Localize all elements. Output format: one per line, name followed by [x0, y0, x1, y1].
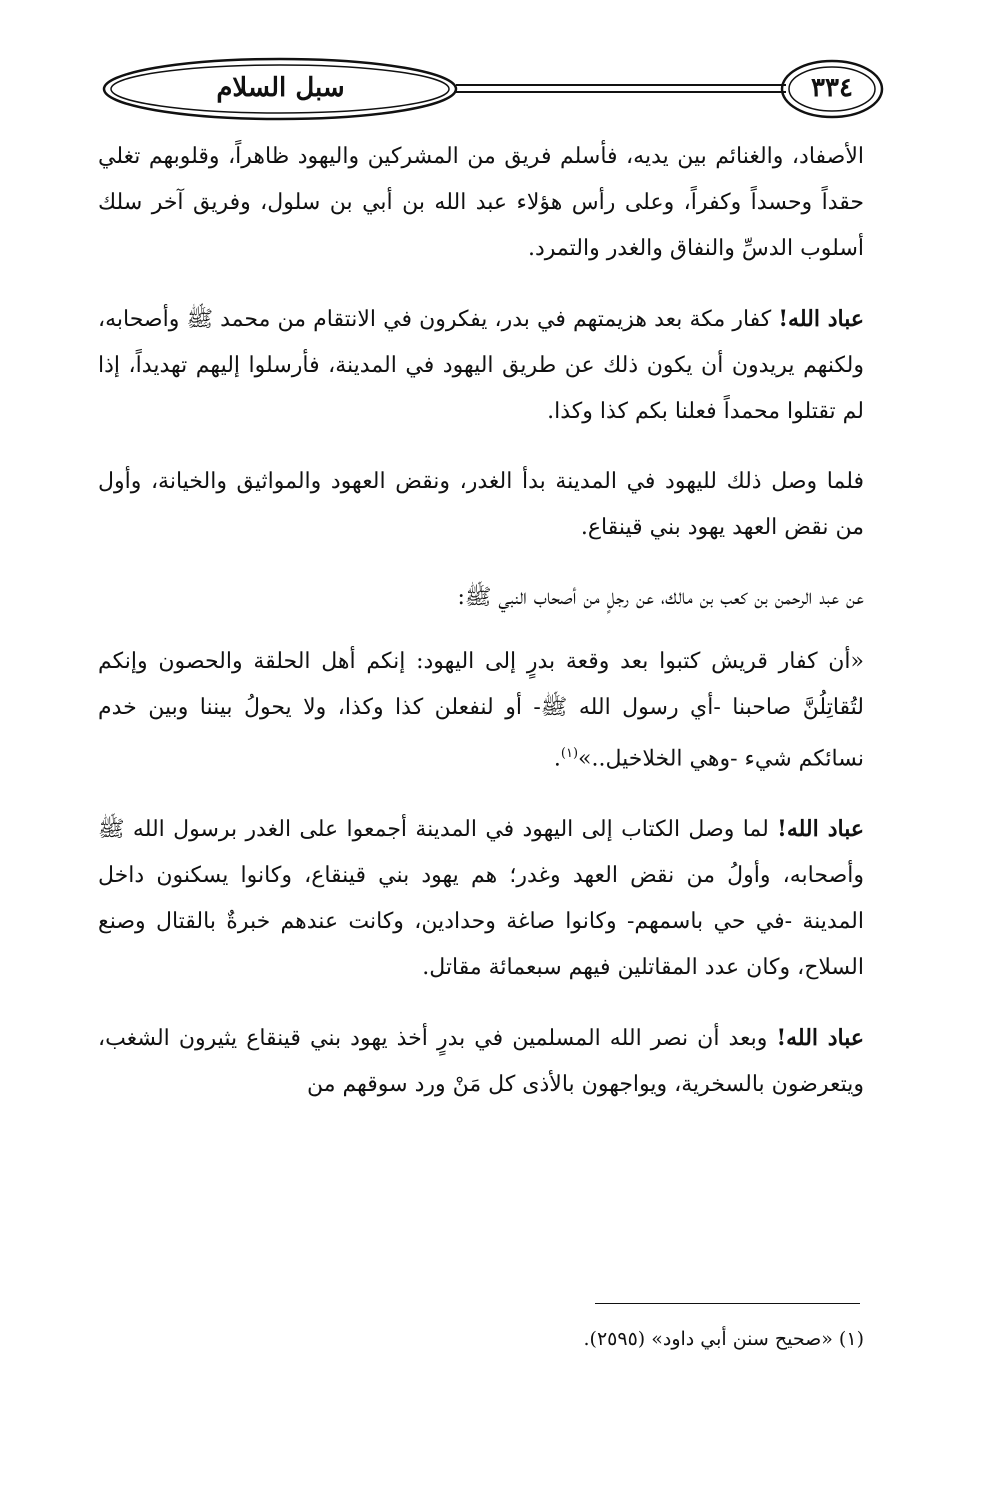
- footnote-reference: (١): [560, 746, 579, 761]
- paragraph-text: وبعد أن نصر الله المسلمين في بدرٍ أخذ يهود بني قينقاع يثيرون الشغب، ويتعرضون بالسخرية، ويواجهون بالأذى كل مَنْ ورد سوقهم من: [98, 1026, 864, 1098]
- paragraph-text: لما وصل الكتاب إلى اليهود في المدينة أجمعوا على الغدر برسول الله ﷺ وأصحابه، وأولُ من نقض العهد وغدر؛ هم يهود بني قينقاع، وكانوا يسكنون داخل المدينة -في حي باسمهم- وكانوا صاغة وحدادين، وكانت عندهم خبرةٌ بالقتال وصنع السلاح، وكان عدد المقاتلين فيهم سبعمائة مقاتل.: [98, 817, 864, 981]
- paragraph-text: كفار مكة بعد هزيمتهم في بدر، يفكرون في الانتقام من محمد ﷺ وأصحابه، ولكنهم يريدون أن يكون ذلك عن طريق اليهود في المدينة، فأرسلوا إليهم تهديداً، إذا لم تقتلوا محمداً فعلنا بكم كذا وكذا.: [98, 307, 864, 424]
- paragraph-3: [98, 459, 864, 551]
- paragraph-5-quote: «أن كفار قريش كتبوا بعد وقعة بدرٍ إلى اليهود: إنكم أهل الحلقة والحصون وإنكم لتُقاتِلُنَّ صاحبنا -أي رسول الله ﷺ- أو لنفعلن كذا وكذا، ولا يحولُ بيننا وبين خدم نسائكم شيء -وهي الخلاخيل..»$^{(١)}$.: [98, 649, 864, 772]
- main-text: [98, 134, 864, 1132]
- paragraph-6: [98, 806, 864, 991]
- page-header: [98, 55, 888, 123]
- paragraph-text: الأصفاد، والغنائم بين يديه، فأسلم فريق من المشركين واليهود ظاهراً، وقلوبهم تغلي حقداً وحسداً وكفراً، وعلى رأس هؤلاء عبد الله بن أبي بن سلول، وفريق آخر سلك أسلوب الدسِّ والنفاق والغدر والتمرد.: [98, 144, 864, 261]
- paragraph-7: [98, 1015, 864, 1108]
- page-number: ٣٣٤: [811, 73, 853, 103]
- paragraph-lead: عباد الله!: [778, 306, 864, 332]
- paragraph-2: [98, 296, 864, 435]
- footnote-divider: [595, 1303, 860, 1304]
- paragraph-text: فلما وصل ذلك لليهود في المدينة بدأ الغدر، ونقض العهود والمواثيق والخيانة، وأول من نقض العهد يهود بني قينقاع.: [98, 469, 864, 540]
- paragraph-lead: عباد الله!: [777, 816, 864, 843]
- paragraph-lead: عباد الله!: [776, 1025, 864, 1052]
- footnote: (١) «صحيح سنن أبي داود» (٢٥٩٥).: [583, 1328, 864, 1350]
- book-title: سبل السلام: [216, 73, 345, 103]
- quote-text: «أن كفار قريش كتبوا بعد وقعة بدرٍ إلى اليهود: إنكم أهل الحلقة والحصون وإنكم لتُقاتِلُنَّ صاحبنا -أي رسول الله ﷺ- أو لنفعلن كذا وكذا، ولا يحولُ بيننا وبين خدم نسائكم شيء -وهي الخلاخيل..»: [98, 649, 864, 772]
- paragraph-text: عن عبد الرحمن بن كعب بن مالك، عن رجلٍ من أصحاب النبي ﷺ:: [457, 585, 864, 610]
- paragraph-1: [98, 134, 864, 272]
- paragraph-4: [98, 575, 864, 621]
